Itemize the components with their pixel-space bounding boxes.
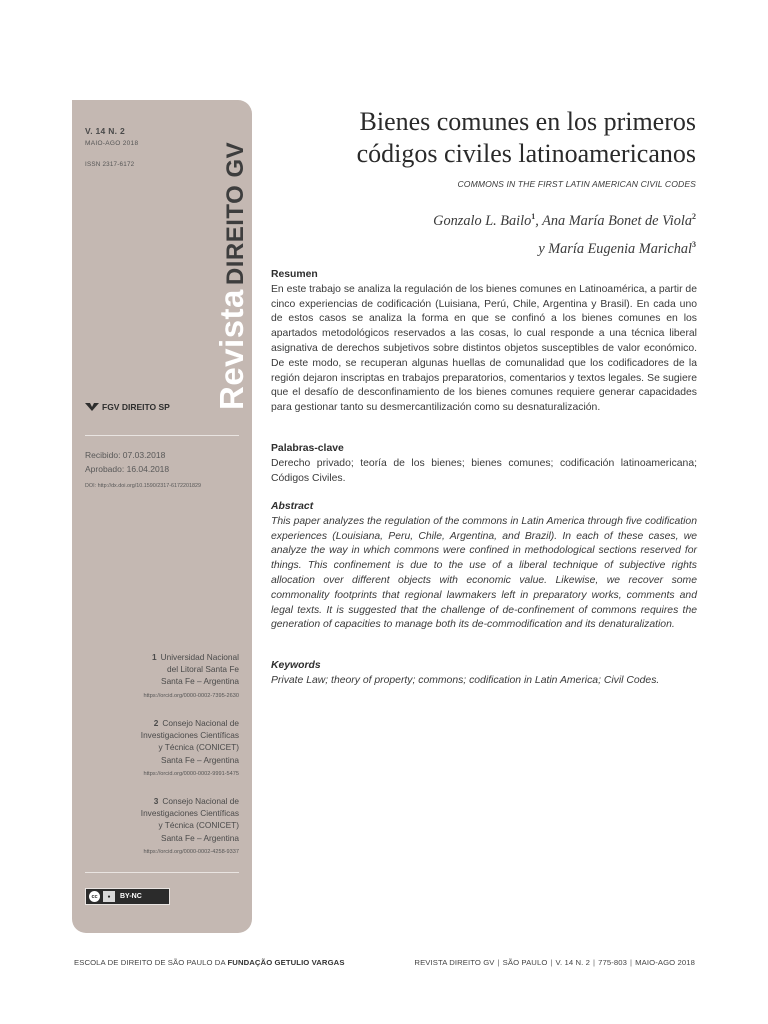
footer-right	[414, 958, 695, 967]
fgv-logo-text: FGV DIREITO SP	[102, 402, 170, 412]
issue-date: MAIO-AGO 2018	[85, 140, 139, 147]
creative-commons-icon: cc	[89, 891, 100, 902]
orcid-link[interactable]: https://orcid.org/0000-0002-9991-5475	[143, 770, 239, 777]
fgv-logo	[85, 402, 170, 412]
footer-left	[74, 958, 345, 967]
journal-sidebar	[72, 100, 252, 933]
affiliation-line: y Técnica (CONICET)	[158, 820, 239, 831]
footer-pages: 775-803	[598, 958, 628, 967]
affiliation-line: Santa Fe – Argentina	[161, 754, 239, 765]
fgv-mark-icon	[85, 403, 99, 411]
authors	[433, 205, 696, 261]
license-badge[interactable]	[85, 888, 170, 905]
dates-block	[85, 448, 169, 476]
affiliation-line: del Litoral Santa Fe	[167, 664, 239, 675]
orcid-link[interactable]: https://orcid.org/0000-0002-7395-2630	[143, 692, 239, 699]
affiliation-3	[141, 795, 239, 858]
affiliation-line: Investigaciones Científicas	[140, 808, 239, 819]
author-name: Gonzalo L. Bailo	[433, 212, 532, 229]
license-label: BY-NC	[120, 893, 142, 900]
attribution-icon: ●	[103, 891, 115, 902]
resumen-heading: Resumen	[271, 269, 318, 280]
palabras-clave-section	[271, 442, 697, 486]
footer-journal: REVISTA DIREITO GV	[414, 958, 495, 967]
keywords-heading: Keywords	[271, 660, 321, 671]
sidebar-divider	[85, 872, 239, 873]
affiliation-1	[144, 651, 239, 702]
footer-separator: |	[497, 958, 500, 967]
received-date: Recibido: 07.03.2018	[85, 450, 166, 460]
author-footnote: 3	[692, 239, 696, 249]
author-name: y María Eugenia Marichal	[538, 240, 692, 257]
affiliation-line: Universidad Nacional	[160, 652, 239, 662]
abstract-text: This paper analyzes the regulation of the commons in Latin America through five codification experiences (Louisiana, Peru, Chile, Argentina, and Brazil). In each of these cases, we analyze the way in which commons were confined in methodological sections reserved for things. This confinement is due to the use of a liberal technique of subjective rights allocation over different objects with economic value. Likewise, we recover some commonality footprints that regional lawmakers left in preparatory works, comments and legal texts. It is suggested that the challenge of de-confinement of commons requires the generation of capacities to manage both its de-commodification and its denaturalization.	[271, 515, 697, 631]
approved-date: Aprobado: 16.04.2018	[85, 464, 170, 474]
abstract-heading: Abstract	[271, 501, 314, 512]
affiliation-line: Investigaciones Científicas	[140, 730, 239, 741]
footer-city: SÃO PAULO	[502, 958, 548, 967]
keywords-section	[271, 659, 697, 689]
abstract-section	[271, 500, 697, 633]
issn: ISSN 2317-6172	[85, 161, 135, 168]
footer-foundation: FUNDAÇÃO GETULIO VARGAS	[227, 958, 345, 967]
brand-direitogv: DIREITO GV	[222, 141, 249, 286]
english-title: COMMONS IN THE FIRST LATIN AMERICAN CIVIL CODES	[457, 179, 696, 189]
affiliation-line: Consejo Nacional de	[162, 796, 239, 806]
footer-school: ESCOLA DE DIREITO DE SÃO PAULO DA	[74, 958, 228, 967]
journal-brand	[215, 110, 249, 410]
sidebar-divider	[85, 435, 239, 436]
palabras-clave-heading: Palabras-clave	[271, 443, 344, 454]
article-title	[262, 106, 696, 170]
affiliation-number: 1	[151, 652, 157, 662]
affiliation-line: Santa Fe – Argentina	[161, 832, 239, 843]
footer-separator: |	[630, 958, 633, 967]
palabras-clave-text: Derecho privado; teoría de los bienes; bienes comunes; codificación latinoamericana; Códigos Civiles.	[271, 457, 697, 484]
article-title-line: Bienes comunes en los primeros	[359, 107, 696, 136]
affiliation-line: Consejo Nacional de	[162, 718, 239, 728]
footer-date: MAIO-AGO 2018	[635, 958, 695, 967]
resumen-text: En este trabajo se analiza la regulación de los bienes comunes en Latinoamérica, a partir de cinco experiencias de codificación (Luisiana, Perú, Chile, Argentina y Brasil). En cada uno de estos casos se analiza la forma en que se confinó a los bienes comunes en los apartados metodológicos reservados a las cosas, lo cual responde a una técnica liberal asignativa de derechos subjetivos sobre distintos objetos susceptibles de valor económico. De este modo, se recuperan algunas huellas de comunalidad que los codificadores de la región dejaron inscriptas en trabajos preparatorios, comentarios y textos legales. Se sugiere que el desafío de desconfinamiento de los bienes comunes requiere generar capacidades para gestionar tanto su desmercantilización como su desnaturalización.	[271, 283, 697, 414]
affiliation-number: 2	[153, 718, 159, 728]
affiliation-2	[141, 717, 239, 780]
article-title-line: códigos civiles latinoamericanos	[356, 139, 696, 168]
affiliation-number: 3	[153, 796, 159, 806]
footer-separator: |	[550, 958, 553, 967]
footer-volume: V. 14 N. 2	[555, 958, 591, 967]
resumen-section	[271, 268, 697, 416]
doi-link[interactable]: DOI: http://dx.doi.org/10.1590/2317-6172201829	[85, 483, 201, 489]
author-footnote: 1	[531, 212, 536, 221]
keywords-text: Private Law; theory of property; commons; codification in Latin America; Civil Codes.	[271, 674, 660, 686]
author-footnote: 2	[692, 212, 696, 221]
brand-revista: Revista	[213, 289, 250, 410]
volume-number: V. 14 N. 2	[85, 126, 126, 136]
orcid-link[interactable]: https://orcid.org/0000-0002-4258-9337	[143, 848, 239, 855]
footer-separator: |	[593, 958, 596, 967]
affiliation-line: y Técnica (CONICET)	[158, 742, 239, 753]
affiliation-line: Santa Fe – Argentina	[161, 676, 239, 687]
author-name: , Ana María Bonet de Viola	[535, 212, 692, 229]
